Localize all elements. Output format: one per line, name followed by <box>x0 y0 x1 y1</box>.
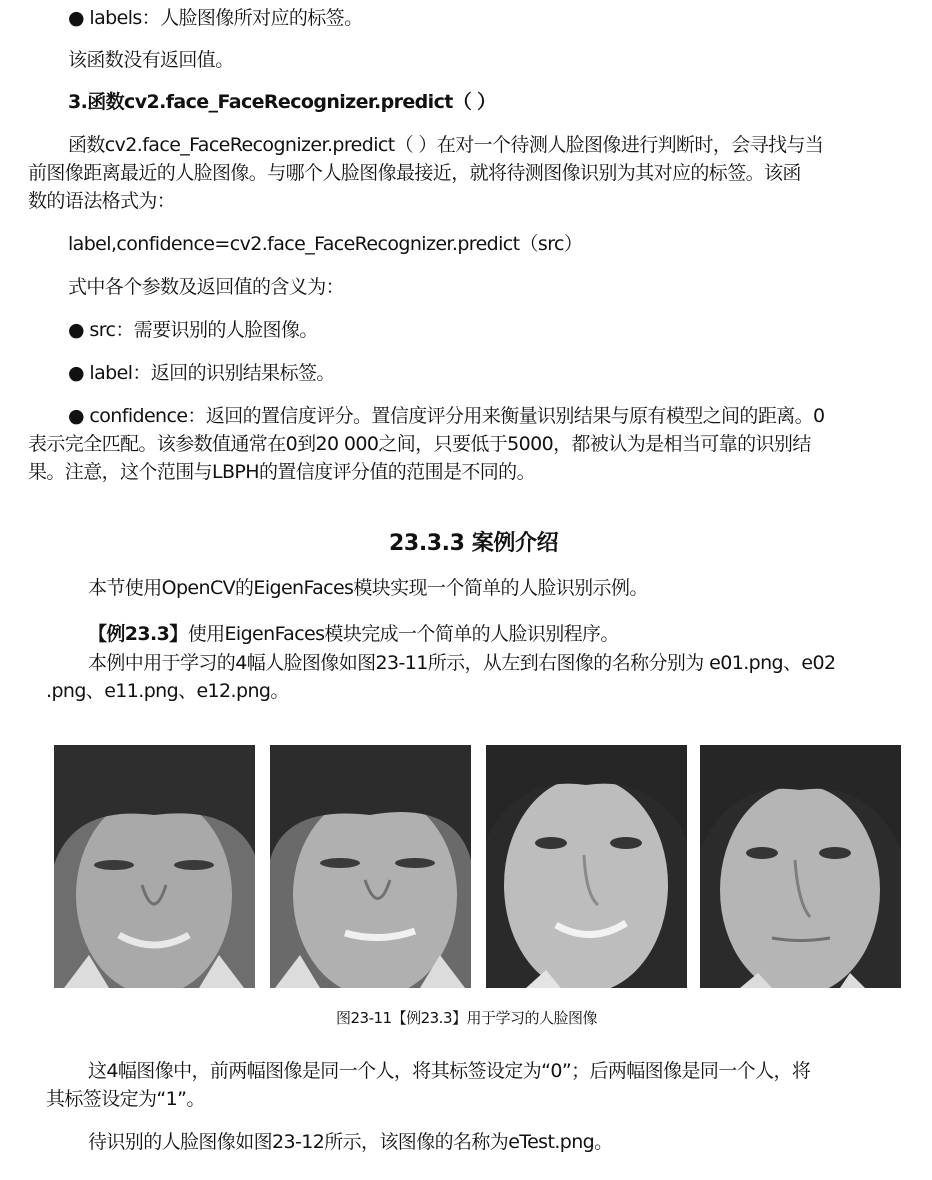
bullet-labels: ● labels：人脸图像所对应的标签。 <box>68 7 363 29</box>
figure-caption: 图23-11【例23.3】用于学习的人脸图像 <box>336 1009 597 1027</box>
subheading-predict: 3.函数cv2.face_FaceRecognizer.predict（ ） <box>68 91 496 113</box>
example-title <box>88 620 619 648</box>
predict-syntax: label,confidence=cv2.face_FaceRecognizer.predict（src） <box>68 233 583 255</box>
bullet-confidence-line3: 果。注意，这个范围与LBPH的置信度评分值的范围是不同的。 <box>28 461 535 483</box>
labels-desc-line1: 这4幅图像中，前两幅图像是同一个人，将其标签设定为“0”；后两幅图像是同一个人，将 <box>88 1060 811 1082</box>
figure-face-images <box>0 745 932 988</box>
face-image-e12 <box>700 745 901 988</box>
face-image-e11 <box>486 745 687 988</box>
section-heading: 23.3.3 案例介绍 <box>389 531 559 556</box>
images-desc-line1: 本例中用于学习的4幅人脸图像如图23-11所示，从左到右图像的名称分别为 e01.png、e02 <box>88 652 836 674</box>
bullet-label: ● label：返回的识别结果标签。 <box>68 362 335 384</box>
test-image-desc: 待识别的人脸图像如图23-12所示，该图像的名称为eTest.png。 <box>88 1131 613 1153</box>
bullet-src: ● src：需要识别的人脸图像。 <box>68 319 318 341</box>
predict-desc-line1: 函数cv2.face_FaceRecognizer.predict（ ）在对一个待测人脸图像进行判断时，会寻找与当 <box>68 134 824 156</box>
no-return-text: 该函数没有返回值。 <box>68 49 234 71</box>
bullet-confidence-line2: 表示完全匹配。该参数值通常在0到20 000之间，只要低于5000，都被认为是相当可靠的识别结 <box>28 433 811 455</box>
example-label: 【例23.3】 <box>88 623 188 645</box>
example-desc: 使用EigenFaces模块完成一个简单的人脸识别程序。 <box>187 623 619 645</box>
face-image-e01 <box>54 745 255 988</box>
labels-desc-line2: 其标签设定为“1”。 <box>46 1088 205 1110</box>
images-desc-line2: .png、e11.png、e12.png。 <box>46 680 289 702</box>
face-image-e02 <box>270 745 471 988</box>
predict-desc-line2: 前图像距离最近的人脸图像。与哪个人脸图像最接近，就将待测图像识别为其对应的标签。该函 <box>28 162 801 184</box>
predict-desc-line3: 数的语法格式为： <box>28 190 176 212</box>
section-intro: 本节使用OpenCV的EigenFaces模块实现一个简单的人脸识别示例。 <box>88 577 648 599</box>
params-intro: 式中各个参数及返回值的含义为： <box>68 276 345 298</box>
bullet-confidence-line1: ● confidence：返回的置信度评分。置信度评分用来衡量识别结果与原有模型之间的距离。0 <box>68 405 825 427</box>
